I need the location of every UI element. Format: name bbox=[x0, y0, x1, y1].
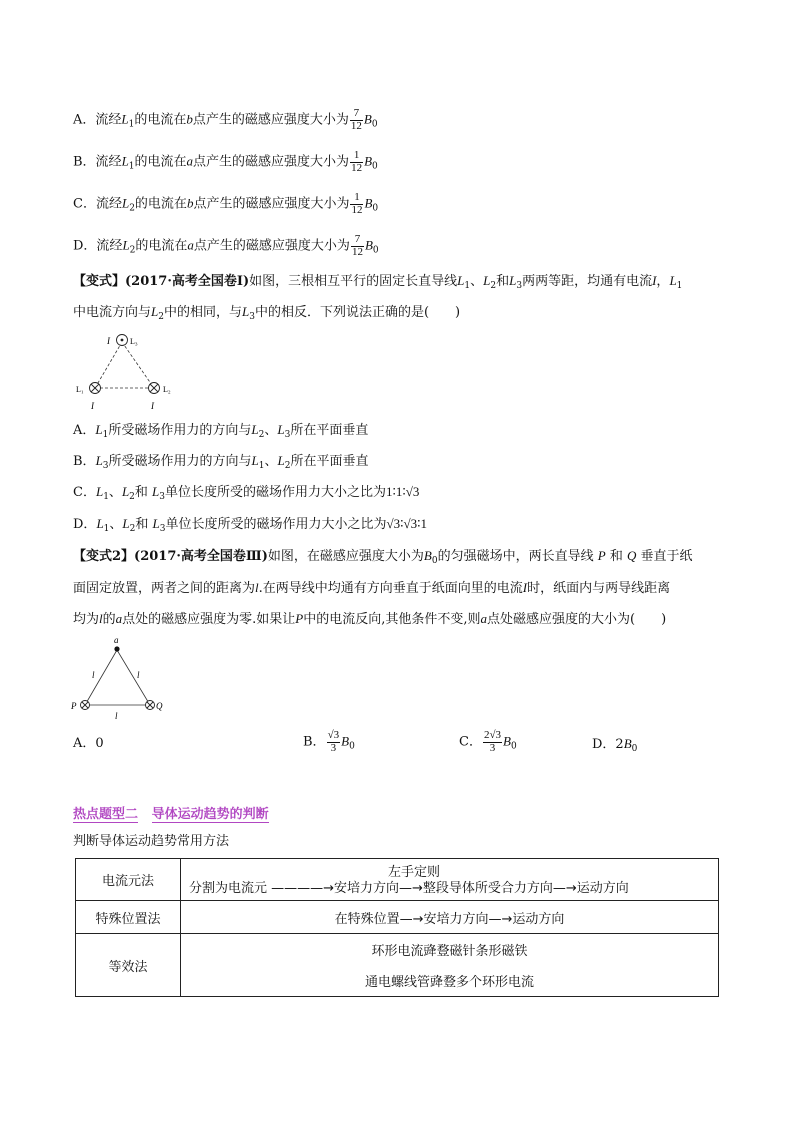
svg-text:Q: Q bbox=[156, 701, 163, 711]
svg-text:l: l bbox=[92, 670, 95, 680]
methods-table bbox=[75, 858, 719, 997]
method-cell: 电流元法 bbox=[76, 859, 181, 901]
fraction: $\frac{7}{12}$ bbox=[351, 233, 363, 258]
three-wire-diagram bbox=[75, 330, 185, 415]
option-b: B．流经$L_1$的电流在a点产生的磁感应强度大小为 $\frac{1}{12}$ $B_0$ bbox=[73, 149, 378, 174]
table-row bbox=[76, 859, 719, 901]
table-row bbox=[76, 934, 719, 997]
variant2-line1: 【变式2】(2017·高考全国卷Ⅲ)如图，在磁感应强度大小为$B_0$的匀强磁场中，两长直导线 P 和 Q 垂直于纸 bbox=[73, 548, 693, 566]
two-wire-diagram bbox=[70, 636, 170, 721]
option-d: D．流经$L_2$的电流在a点产生的磁感应强度大小为 $\frac{7}{12}$ $B_0$ bbox=[73, 233, 379, 258]
variant2-option-a: A．0 bbox=[73, 736, 104, 751]
svg-text:I: I bbox=[91, 401, 94, 411]
fraction: $\frac{√3}{3}$ bbox=[327, 729, 340, 754]
option-a: A．流经$L_1$的电流在b点产生的磁感应强度大小为 $\frac{7}{12}$ $B_0$ bbox=[73, 107, 378, 132]
svg-text:I: I bbox=[107, 336, 110, 346]
content-cell: 环形电流䜶䜼磁针条形磁铁 通电螺线管䜶䜼多个环形电流 bbox=[181, 934, 719, 997]
section-heading: 热点题型二 导体运动趋势的判断 bbox=[73, 807, 269, 822]
method-cell: 特殊位置法 bbox=[76, 901, 181, 934]
fraction: $\frac{1}{12}$ bbox=[351, 149, 363, 174]
svg-text:L₁: L₁ bbox=[76, 385, 84, 394]
method-cell: 等效法 bbox=[76, 934, 181, 997]
svg-text:L₂: L₂ bbox=[163, 385, 171, 394]
content-cell: 左手定则 分割为电流元 ————→安培力方向—→整段导体所受合力方向—→运动方向 bbox=[181, 859, 719, 901]
table-row bbox=[76, 901, 719, 934]
svg-text:L₃: L₃ bbox=[130, 337, 138, 346]
content-cell: 在特殊位置—→安培力方向—→运动方向 bbox=[181, 901, 719, 934]
arrow-label: 左手定则 bbox=[388, 865, 441, 880]
variant1-line2: 中电流方向与$L_2$中的相同，与$L_3$中的相反．下列说法正确的是( ) bbox=[73, 304, 461, 322]
svg-text:P: P bbox=[71, 701, 77, 711]
variant2-option-b: B． $\frac{√3}{3}$ $B_0$ bbox=[303, 729, 355, 754]
variant1-line1: 【变式】(2017·高考全国卷Ⅰ)如图，三根相互平行的固定长直导线$L_1$、$L_2$和$L_3$两两等距，均通有电流I，$L_1$ bbox=[73, 273, 683, 291]
variant1-option-d: D．$L_1$、$L_2$和 $L_3$单位长度所受的磁场作用力大小之比为√3∶√3∶1 bbox=[73, 516, 428, 534]
variant2-option-c: C． $\frac{2√3}{3}$ $B_0$ bbox=[459, 729, 517, 754]
fraction: $\frac{7}{12}$ bbox=[350, 107, 362, 132]
svg-text:I: I bbox=[151, 401, 154, 411]
variant2-line3: 均为l的a点处的磁感应强度为零.如果让P中的电流反向,其他条件不变,则a点处磁感应强度的大小为( ) bbox=[73, 611, 667, 627]
svg-text:l: l bbox=[137, 670, 140, 680]
variant1-option-a: A．$L_1$所受磁场作用力的方向与$L_2$、$L_3$所在平面垂直 bbox=[73, 422, 369, 440]
svg-text:a: a bbox=[114, 636, 119, 645]
section-intro: 判断导体运动趋势常用方法 bbox=[73, 834, 230, 849]
svg-text:l: l bbox=[115, 711, 118, 721]
fraction: $\frac{2√3}{3}$ bbox=[483, 729, 501, 754]
variant1-option-b: B．$L_3$所受磁场作用力的方向与$L_1$、$L_2$所在平面垂直 bbox=[73, 453, 369, 471]
variant2-option-d: D．$2B_0$ bbox=[592, 736, 638, 754]
variant2-line2: 面固定放置，两者之间的距离为l.在两导线中均通有方向垂直于纸面向里的电流I时，纸面内与两导线距离 bbox=[73, 580, 671, 596]
variant1-option-c: C．$L_1$、$L_2$和 $L_3$单位长度所受的磁场作用力大小之比为1∶1∶√3 bbox=[73, 484, 420, 502]
option-c: C．流经$L_2$的电流在b点产生的磁感应强度大小为 $\frac{1}{12}$ $B_0$ bbox=[73, 191, 379, 216]
fraction: $\frac{1}{12}$ bbox=[351, 191, 363, 216]
